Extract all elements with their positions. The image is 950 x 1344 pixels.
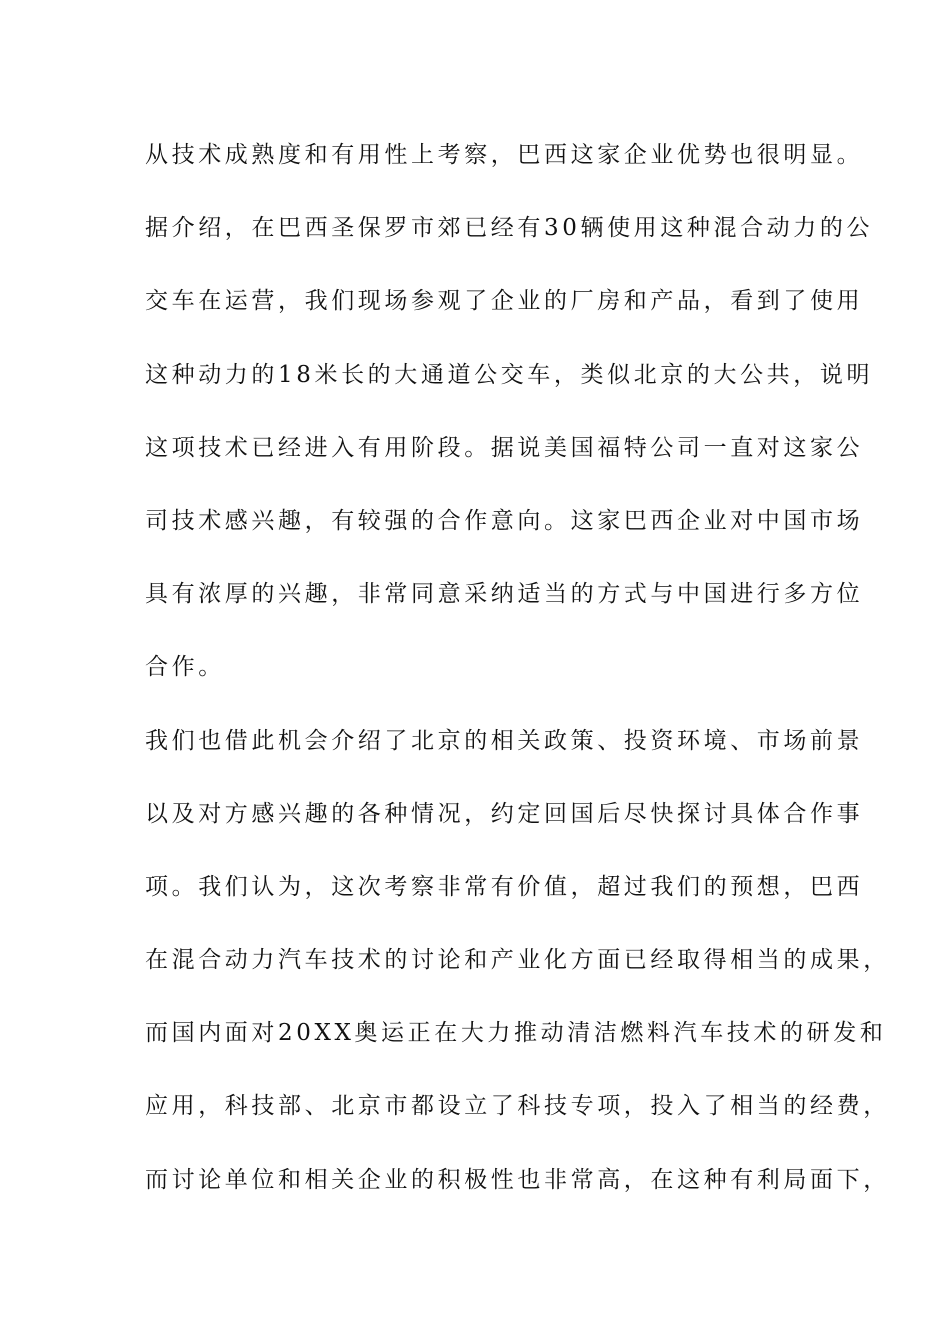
text-line: 项。我们认为，这次考察非常有价值，超过我们的预想，巴西 [145, 873, 864, 900]
text-line: 这项技术已经进入有用阶段。据说美国福特公司一直对这家公 [145, 434, 864, 461]
text-line: 从技术成熟度和有用性上考察，巴西这家企业优势也很明显。 [145, 142, 864, 168]
text-line: 据介绍，在巴西圣保罗市郊已经有30辆使用这种混合动力的公 [145, 215, 874, 242]
text-line: 在混合动力汽车技术的讨论和产业化方面已经取得相当的成果， [145, 947, 890, 974]
text-line: 交车在运营，我们现场参观了企业的厂房和产品，看到了使用 [145, 288, 864, 315]
text-line: 以及对方感兴趣的各种情况，约定回国后尽快探讨具体合作事 [145, 800, 864, 827]
text-line: 司技术感兴趣，有较强的合作意向。这家巴西企业对中国市场 [145, 507, 864, 534]
text-line: 具有浓厚的兴趣，非常同意采纳适当的方式与中国进行多方位 [145, 581, 864, 608]
text-line: 应用，科技部、北京市都设立了科技专项，投入了相当的经费， [145, 1093, 890, 1120]
text-line: 合作。 [145, 654, 225, 681]
body-text [145, 128, 890, 1226]
text-line: 这种动力的18米长的大通道公交车，类似北京的大公共，说明 [145, 361, 874, 388]
text-line: 而讨论单位和相关企业的积极性也非常高，在这种有利局面下， [145, 1166, 890, 1193]
text-line: 我们也借此机会介绍了北京的相关政策、投资环境、市场前景 [145, 727, 864, 754]
text-line: 而国内面对20XX奥运正在大力推动清洁燃料汽车技术的研发和 [145, 1020, 887, 1047]
